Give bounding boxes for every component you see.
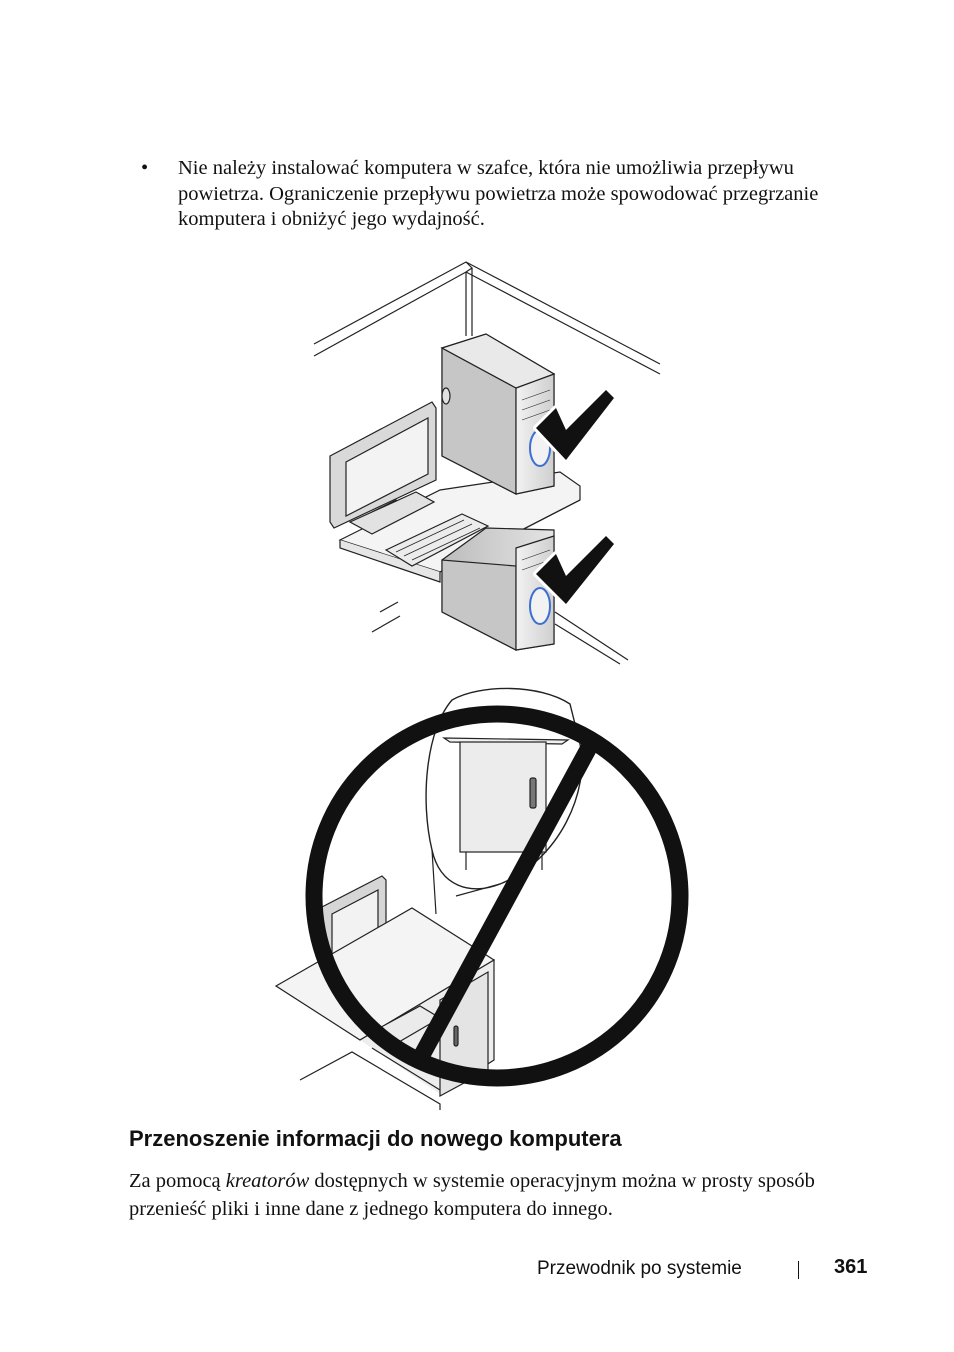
bullet-line: Nie należy instalować komputera w szafce, która nie umożliwia przepływu	[178, 157, 794, 179]
paragraph-text: dostępnych w systemie operacyjnym można w prosty sposób	[309, 1170, 815, 1192]
ventilation-illustration	[0, 250, 954, 1120]
footer-title: Przewodnik po systemie	[537, 1258, 742, 1279]
paragraph-line	[129, 1167, 889, 1195]
section-heading: Przenoszenie informacji do nowego komputera	[129, 1126, 622, 1151]
page-number: 361	[834, 1256, 868, 1278]
footer-divider	[798, 1261, 799, 1279]
bullet-marker: •	[141, 157, 149, 179]
paragraph-text: Za pomocą	[129, 1170, 226, 1192]
bullet-line: komputera i obniżyć jego wydajność.	[178, 208, 485, 230]
allowed-placement-scene	[314, 262, 660, 664]
paragraph-emphasis: kreatorów	[225, 1170, 310, 1192]
bullet-text	[178, 156, 868, 233]
section-paragraph	[129, 1167, 889, 1223]
bullet-line: powietrza. Ograniczenie przepływu powietrza może spowodować przegrzanie	[178, 182, 819, 205]
paragraph-line: przenieść pliki i inne dane z jednego komputera do innego.	[129, 1198, 613, 1220]
